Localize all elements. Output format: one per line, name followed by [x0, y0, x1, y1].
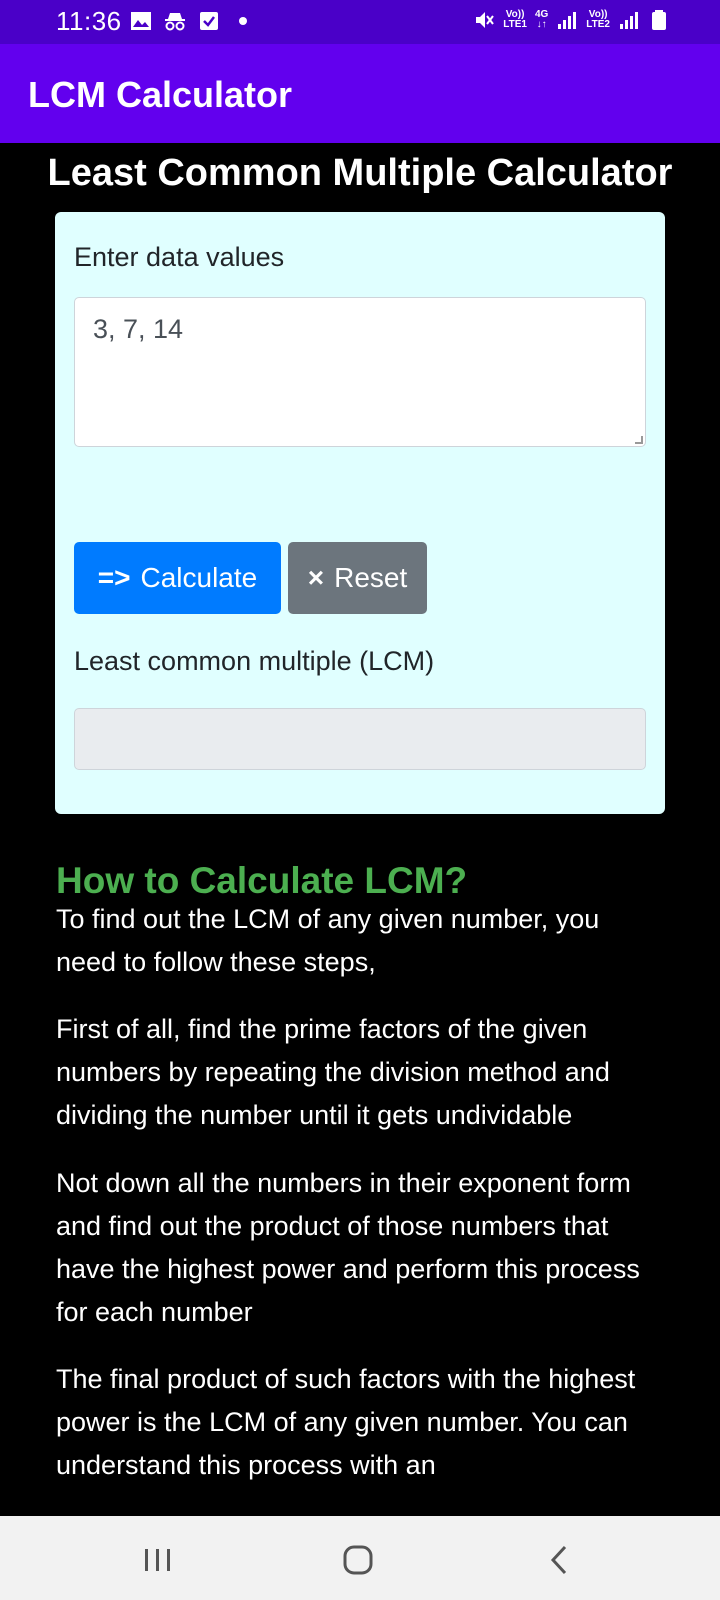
howto-paragraph: To find out the LCM of any given number, you need to follow these steps, — [56, 904, 600, 977]
app-bar — [0, 44, 720, 143]
incognito-icon — [164, 10, 186, 32]
signal-icon — [556, 9, 578, 31]
navigation-bar — [0, 1516, 720, 1600]
sim2-indicator — [586, 10, 610, 30]
arrow-icon: => — [97, 562, 131, 593]
calculator-card — [55, 212, 665, 814]
howto-paragraph: First of all, find the prime factors of the given numbers by repeating the division method and dividing the number until it gets undividable — [56, 1014, 610, 1130]
back-icon[interactable] — [540, 1540, 580, 1580]
howto-paragraph: Not down all the numbers in their exponent form and find out the product of those numbers that have the highest power and perform this process for each number — [56, 1168, 640, 1327]
reset-label: Reset — [334, 562, 408, 593]
app-title: LCM Calculator — [28, 74, 293, 115]
reset-button[interactable] — [288, 542, 427, 614]
recents-icon[interactable] — [138, 1540, 178, 1580]
page-title: Least Common Multiple Calculator — [47, 152, 673, 194]
network-type — [535, 10, 548, 30]
gallery-icon — [130, 10, 152, 32]
lcm-result-field — [74, 708, 646, 770]
status-bar — [0, 0, 720, 44]
mute-icon — [473, 9, 495, 31]
resize-handle[interactable] — [635, 436, 643, 444]
input-label: Enter data values — [74, 242, 285, 272]
close-icon: × — [307, 562, 325, 593]
home-icon[interactable] — [338, 1540, 378, 1580]
check-box-icon — [198, 10, 220, 32]
sim1-sub: LTE1 — [503, 19, 527, 30]
result-label: Least common multiple (LCM) — [74, 646, 435, 676]
data-values-text: 3, 7, 14 — [93, 314, 184, 344]
network-label: 4G — [534, 9, 549, 20]
dot-icon — [232, 10, 254, 32]
status-right-icons — [473, 9, 670, 31]
calculate-button[interactable] — [74, 542, 281, 614]
sim1-indicator — [503, 10, 527, 30]
sim1-label: Vo)) — [505, 9, 525, 20]
howto-title: How to Calculate LCM? — [56, 860, 468, 901]
status-left-icons — [130, 10, 254, 32]
status-time: 11:36 — [56, 6, 122, 36]
battery-icon — [648, 9, 670, 31]
signal-icon — [618, 9, 640, 31]
data-values-input[interactable] — [74, 297, 646, 447]
sim2-label: Vo)) — [588, 9, 608, 20]
calculate-label: Calculate — [140, 562, 258, 593]
howto-paragraph: The final product of such factors with the highest power is the LCM of any given number. You can understand this process with an — [56, 1364, 636, 1480]
sim2-sub: LTE2 — [586, 19, 610, 30]
data-arrows-icon: ↓↑ — [536, 19, 547, 30]
